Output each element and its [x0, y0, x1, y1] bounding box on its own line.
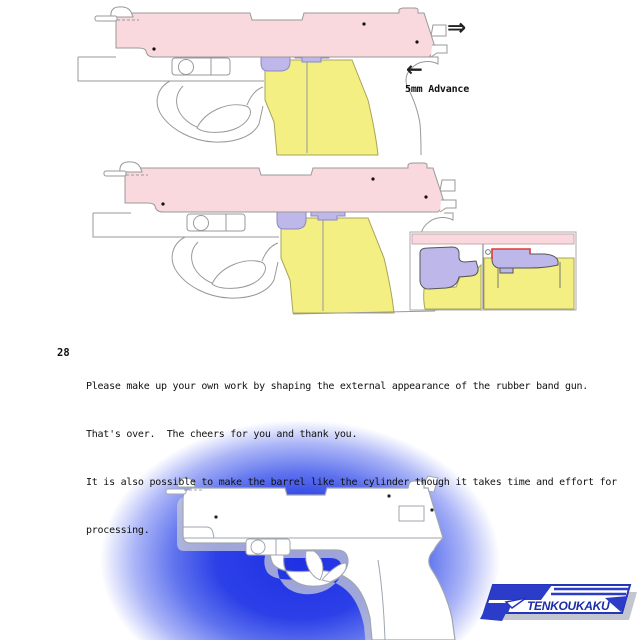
instruction-line: That's over. The cheers for you and thank you.	[86, 429, 358, 440]
instruction-line: processing.	[86, 525, 150, 536]
advance-label: 5mm Advance	[405, 84, 470, 95]
diagram-2	[93, 162, 456, 314]
gun-slide-assembly	[95, 7, 447, 57]
guide-rod	[95, 16, 117, 21]
takedown-pin-circle	[179, 60, 194, 75]
gun-frame-outline	[78, 57, 438, 155]
logo-wordmark: TENKOUKAKU	[527, 599, 610, 613]
step-number: 28	[57, 347, 70, 359]
rear-tab-lower	[431, 45, 447, 57]
inset-sear-foot	[500, 268, 513, 273]
rear-tab-upper	[431, 25, 446, 36]
trigger-detail-leaf	[197, 105, 250, 133]
pin-dot	[362, 22, 365, 25]
inset-slide-strip	[412, 234, 574, 244]
frame-front-and-dustcover	[78, 57, 264, 81]
pin-dot	[152, 47, 155, 50]
slide-pull-arrow-icon: ←	[406, 57, 423, 81]
instruction-line: Please make up your own work by shaping the external appearance of the rubber band gun.	[86, 381, 589, 392]
slide-body	[116, 8, 436, 57]
instruction-line: It is also possible to make the barrel like the cylinder though it takes time and effort for	[86, 477, 617, 488]
instruction-text	[86, 347, 617, 571]
advance-direction-icon: ⇒	[447, 15, 467, 41]
gun-inner-mechanism	[265, 60, 378, 155]
logo-foot	[480, 613, 506, 621]
logo-band-topleft	[488, 585, 552, 600]
pin-dot	[415, 40, 418, 43]
trigger-detail-line	[247, 87, 263, 105]
inset-pivot-circle	[486, 250, 491, 255]
detail-inset	[410, 232, 576, 310]
mechanism-body	[265, 60, 378, 155]
front-sight	[111, 7, 133, 17]
